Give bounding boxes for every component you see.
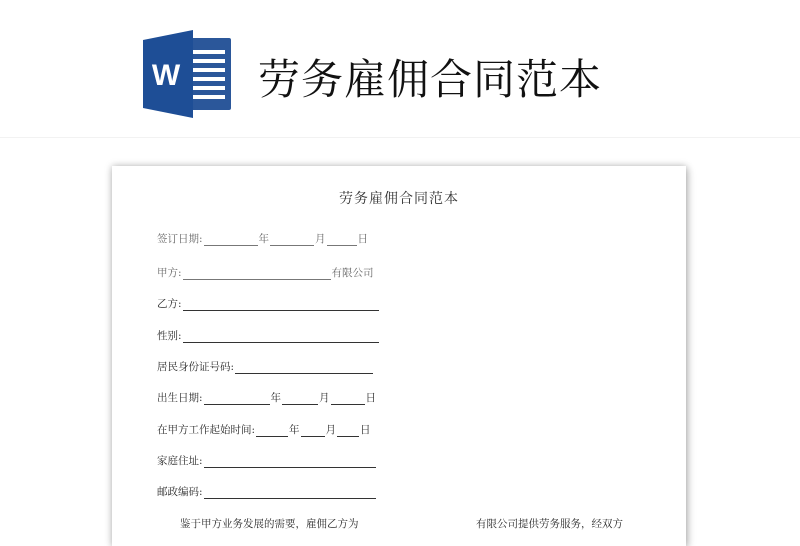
paragraph-left: 鉴于甲方业务发展的需要，雇佣乙方为 (180, 518, 359, 530)
label: 签订日期: (157, 233, 203, 245)
label: 居民身份证号码: (157, 361, 235, 373)
label: 性别: (157, 330, 182, 342)
unit-month: 月 (325, 424, 337, 436)
label: 在甲方工作起始时间: (157, 424, 256, 436)
unit-year: 年 (270, 392, 282, 404)
document-title: 劳务雇佣合同范本 (339, 191, 459, 207)
blank-party-a[interactable] (183, 267, 331, 280)
blank-year[interactable] (204, 233, 258, 246)
blank-year[interactable] (204, 392, 270, 405)
unit-day: 日 (357, 233, 369, 245)
blank-day[interactable] (327, 233, 357, 246)
unit-day: 日 (365, 392, 377, 404)
unit-year: 年 (258, 233, 270, 245)
label: 甲方: (157, 267, 182, 279)
blank-party-b[interactable] (183, 298, 379, 311)
unit-month: 月 (315, 233, 326, 245)
label: 乙方: (157, 298, 182, 310)
field-start-date (157, 421, 371, 437)
label: 邮政编码: (157, 486, 203, 498)
word-icon-letter: W (151, 59, 181, 92)
blank-month[interactable] (282, 392, 318, 405)
blank-month[interactable] (270, 233, 314, 246)
suffix: 有限公司 (331, 267, 374, 279)
label: 家庭住址: (157, 455, 203, 467)
blank-month[interactable] (301, 424, 325, 437)
label: 出生日期: (157, 392, 203, 404)
blank-address[interactable] (204, 455, 376, 468)
document-page[interactable] (112, 166, 686, 546)
field-sign-date (157, 230, 368, 246)
blank-id-number[interactable] (235, 361, 373, 374)
blank-year[interactable] (256, 424, 288, 437)
field-party-a (157, 264, 374, 280)
blank-day[interactable] (331, 392, 365, 405)
unit-month: 月 (319, 392, 330, 404)
paragraph-right: 有限公司提供劳务服务，经双方 (476, 518, 623, 530)
page-title: 劳务雇佣合同范本 (258, 55, 603, 104)
field-postal-code (157, 483, 377, 499)
blank-postal-code[interactable] (204, 486, 376, 499)
header-divider (0, 137, 800, 138)
field-id-number (157, 358, 374, 374)
blank-day[interactable] (337, 424, 359, 437)
field-birth-date (157, 389, 376, 405)
word-icon (143, 30, 233, 118)
field-party-b (157, 295, 380, 311)
field-gender (157, 327, 380, 343)
field-address (157, 452, 377, 468)
unit-year: 年 (289, 424, 300, 436)
unit-day: 日 (360, 424, 371, 436)
blank-gender[interactable] (183, 330, 379, 343)
